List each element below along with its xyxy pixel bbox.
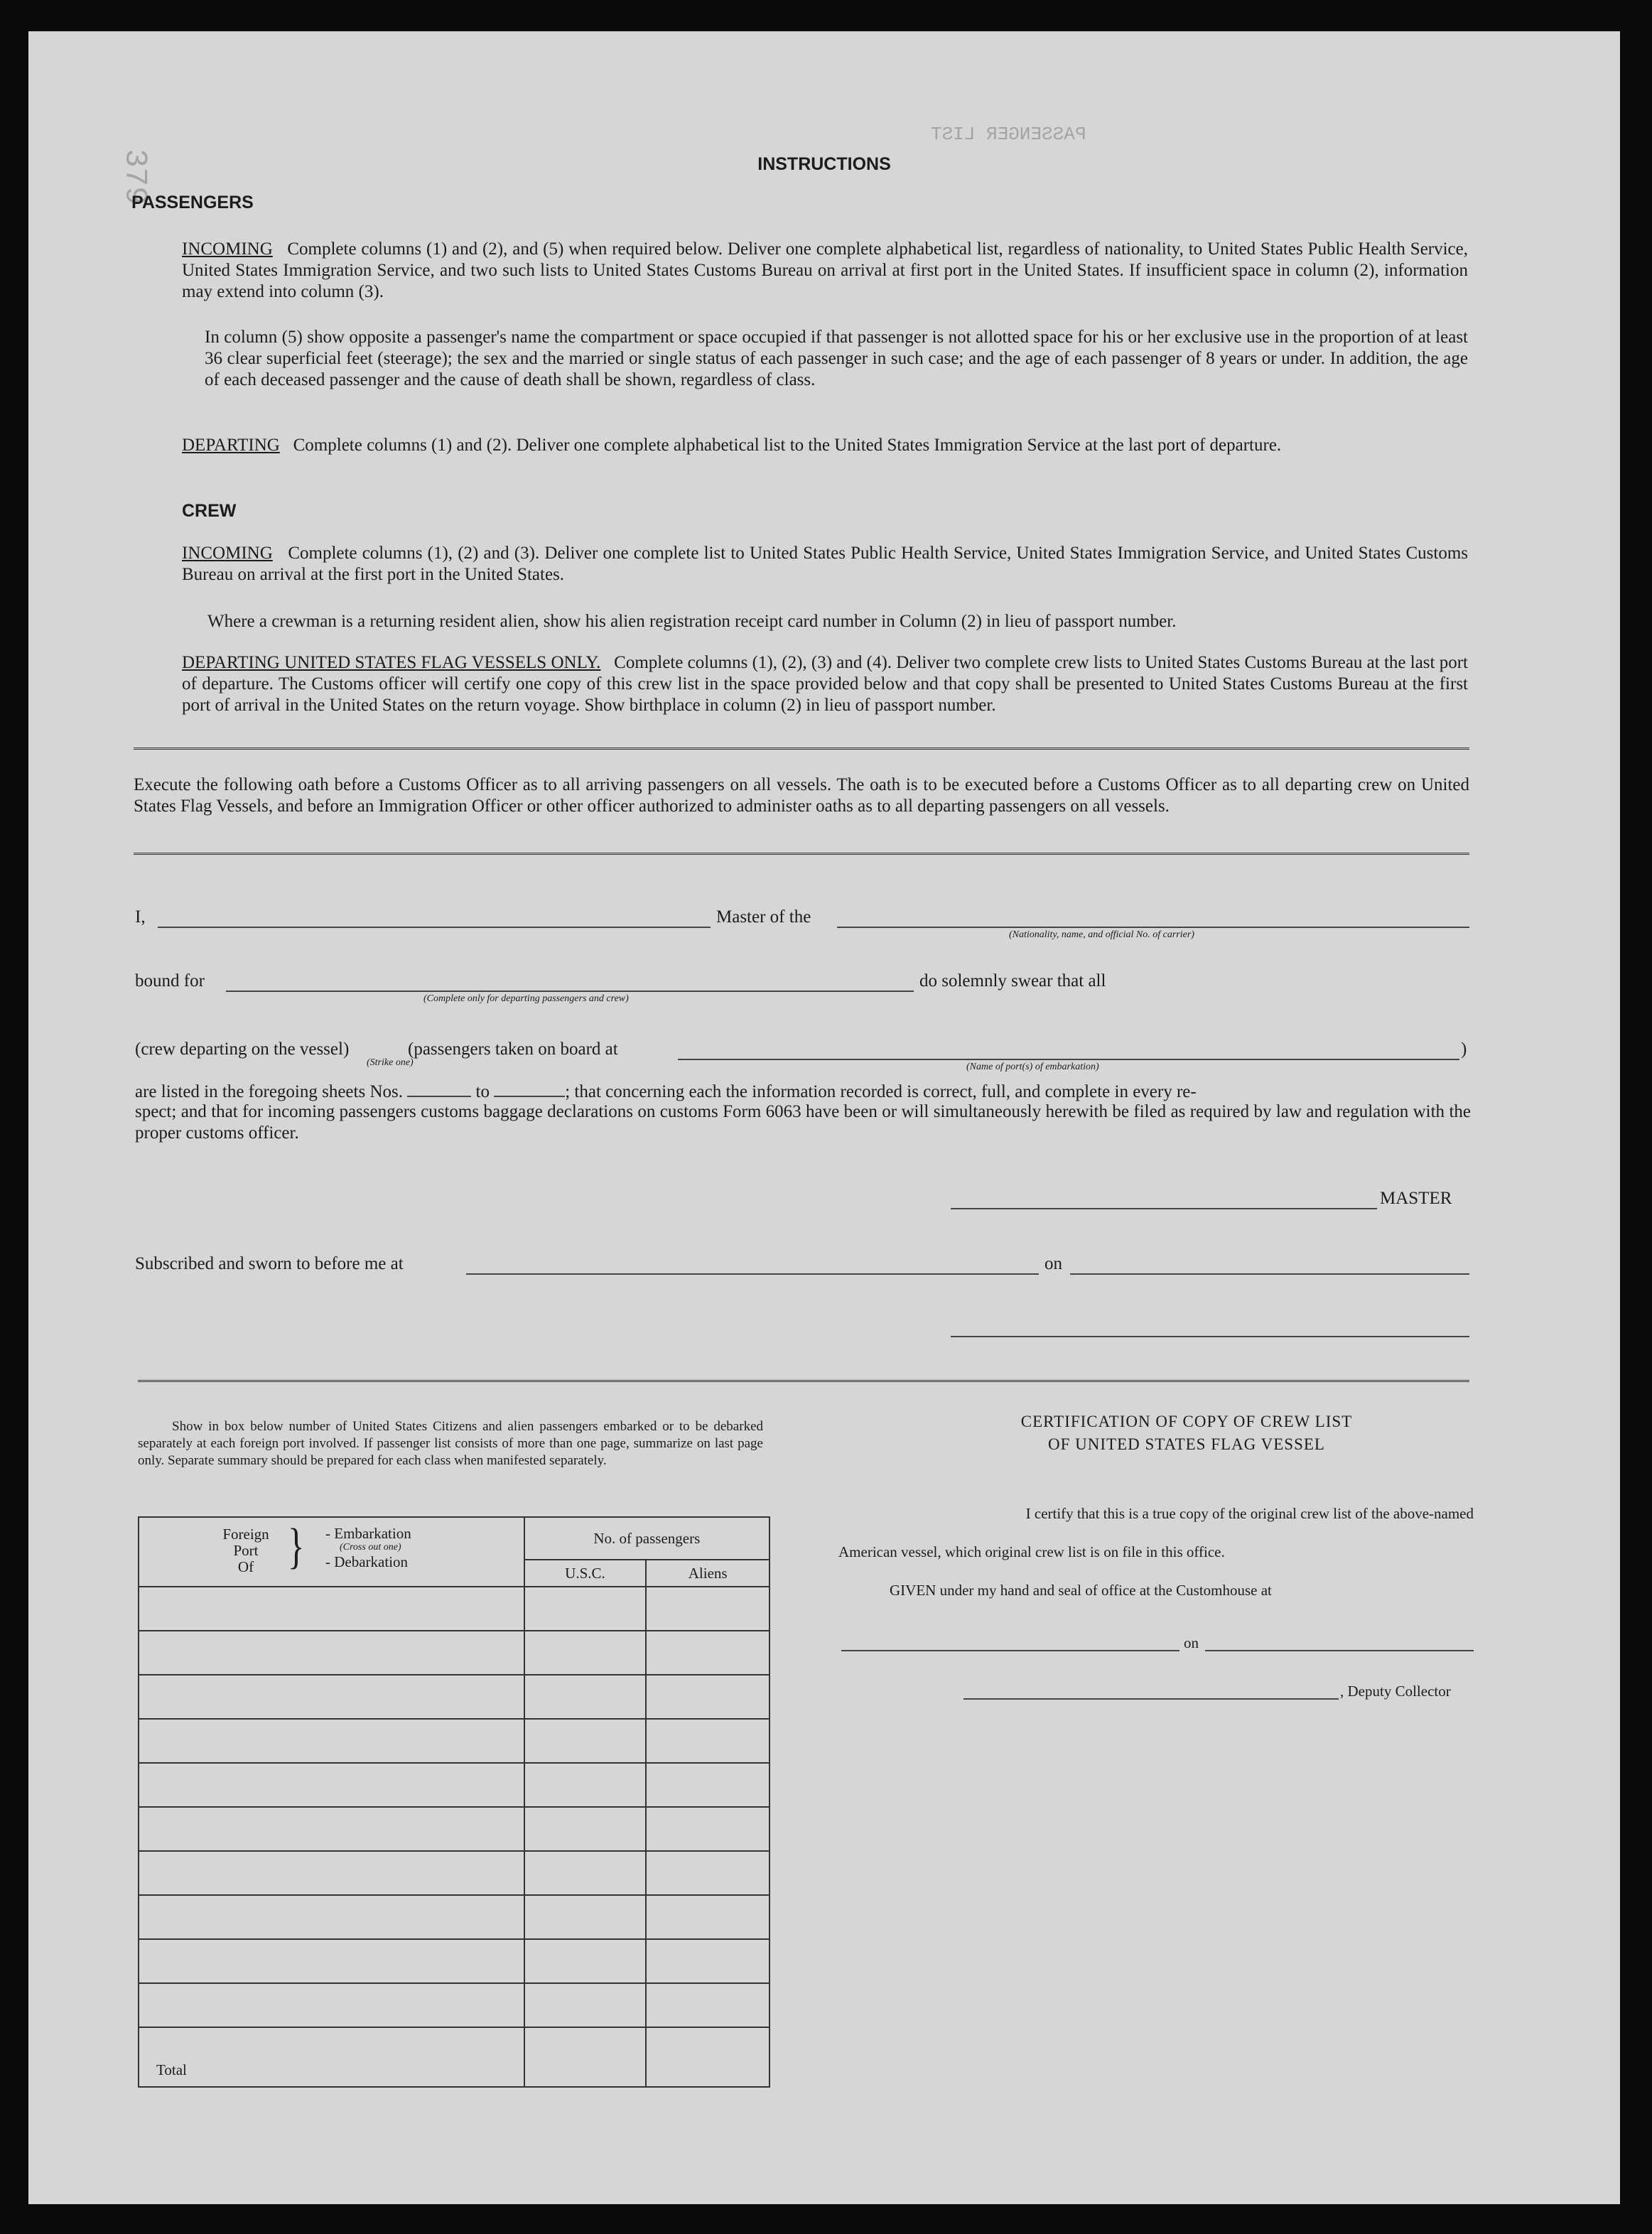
sworn-location-field[interactable] <box>466 1273 1039 1275</box>
foreign-label: Foreign <box>222 1526 269 1543</box>
table-row <box>139 1851 770 1895</box>
table-row <box>139 1631 770 1675</box>
customhouse-field[interactable] <box>841 1650 1179 1651</box>
aliens-cell[interactable] <box>646 1895 770 1939</box>
usc-cell[interactable] <box>524 1587 647 1631</box>
swear-label: do solemnly swear that all <box>919 971 1106 991</box>
usc-cell[interactable] <box>524 1763 647 1807</box>
table-row <box>139 1675 770 1719</box>
passengers-incoming <box>182 239 1468 303</box>
crew-incoming-text: Complete columns (1), (2) and (3). Deliver one complete list to United States Public Health Service, United States Immigration Service, and United States Customs Bureau on arrival at the first port in the United States. <box>182 544 1468 584</box>
aliens-cell[interactable] <box>646 1675 770 1719</box>
crew-incoming-label: INCOMING <box>182 544 273 563</box>
table-row <box>139 1587 770 1631</box>
port-label: Port <box>233 1542 259 1559</box>
table-row <box>139 1807 770 1851</box>
sworn-on-label: on <box>1044 1254 1062 1273</box>
crew-departing-label: DEPARTING UNITED STATES FLAG VESSELS ONLY. <box>182 653 601 672</box>
usc-cell[interactable] <box>524 1807 647 1851</box>
sheet-from-field[interactable] <box>407 1080 471 1097</box>
aliens-cell[interactable] <box>646 1719 770 1763</box>
passengers-departing <box>182 435 1468 456</box>
master-name-field[interactable] <box>158 927 711 928</box>
crew-departing <box>182 652 1468 716</box>
usc-cell[interactable] <box>524 1983 647 2027</box>
document-page <box>28 31 1620 2204</box>
table-row <box>139 1983 770 2027</box>
usc-cell[interactable] <box>524 1675 647 1719</box>
total-label: Total <box>156 2061 187 2078</box>
given-line: GIVEN under my hand and seal of office at the Customhouse at <box>890 1582 1272 1599</box>
usc-header: U.S.C. <box>524 1560 647 1587</box>
total-row <box>139 2027 770 2087</box>
port-cell[interactable] <box>139 1631 524 1675</box>
ports-caption: (Name of port(s) of embarkation) <box>966 1062 1099 1072</box>
listed-text-b: ; that concerning each the information recorded is correct, full, and complete in every re- <box>565 1082 1197 1101</box>
bound-caption: (Complete only for departing passengers and crew) <box>423 993 629 1004</box>
divider-1 <box>134 748 1469 750</box>
divider-3 <box>138 1380 1469 1382</box>
embarkation-ports-field[interactable] <box>678 1059 1459 1060</box>
listed-text-a: are listed in the foregoing sheets Nos. <box>135 1082 403 1101</box>
cert-date-field[interactable] <box>1205 1650 1474 1651</box>
aliens-cell[interactable] <box>646 1939 770 1983</box>
passengers-heading: PASSENGERS <box>131 193 254 212</box>
port-cell[interactable] <box>139 1807 524 1851</box>
port-cell[interactable] <box>139 1675 524 1719</box>
departing-label: DEPARTING <box>182 436 280 455</box>
foreign-port-header <box>139 1517 524 1587</box>
bound-for-label: bound for <box>135 971 205 991</box>
aliens-cell[interactable] <box>646 1807 770 1851</box>
crew-departing-option: (crew departing on the vessel) <box>135 1040 350 1059</box>
port-cell[interactable] <box>139 1983 524 2027</box>
carrier-caption: (Nationality, name, and official No. of carrier) <box>1009 929 1194 940</box>
port-cell[interactable] <box>139 1939 524 1983</box>
port-cell[interactable] <box>139 1895 524 1939</box>
usc-cell[interactable] <box>524 1939 647 1983</box>
listed-to-label: to <box>475 1082 490 1101</box>
aliens-cell[interactable] <box>646 1983 770 2027</box>
crew-heading: CREW <box>182 501 237 521</box>
oath-i-label: I, <box>135 907 146 927</box>
sheet-to-field[interactable] <box>494 1080 565 1097</box>
instructions-title: INSTRUCTIONS <box>757 154 891 174</box>
total-usc-cell[interactable] <box>524 2027 647 2087</box>
port-cell[interactable] <box>139 1851 524 1895</box>
total-aliens-cell[interactable] <box>646 2027 770 2087</box>
incoming-label: INCOMING <box>182 239 273 259</box>
debarkation-label: - Debarkation <box>325 1553 409 1570</box>
port-cell[interactable] <box>139 1763 524 1807</box>
table-row <box>139 1939 770 1983</box>
table-row <box>139 1763 770 1807</box>
bound-for-field[interactable] <box>226 991 914 992</box>
certification-title-2: OF UNITED STATES FLAG VESSEL <box>1048 1435 1325 1453</box>
departing-text: Complete columns (1) and (2). Deliver one complete alphabetical list to the United States Immigration Service at the last port of departure. <box>293 436 1282 455</box>
master-of-label: Master of the <box>716 907 811 927</box>
deputy-signature-field[interactable] <box>963 1698 1339 1700</box>
listed-line-c: spect; and that for incoming passengers customs baggage declarations on customs Form 6063 have been or will simultaneously herewith be filed as required by law and regulation with the proper customs officer. <box>135 1102 1471 1143</box>
cert-on-label: on <box>1184 1634 1199 1651</box>
crew-resident-paragraph: Where a crewman is a returning resident alien, show his alien registration receipt card number in Column (2) in lieu of passport number. <box>207 612 1177 631</box>
usc-cell[interactable] <box>524 1851 647 1895</box>
close-paren: ) <box>1461 1040 1467 1059</box>
port-cell[interactable] <box>139 1719 524 1763</box>
show-through-text: PASSENGER LIST <box>931 124 1086 145</box>
certify-line-b: American vessel, which original crew list is on file in this office. <box>838 1543 1225 1560</box>
table-row <box>139 1895 770 1939</box>
crew-departing-text: Complete columns (1), (2), (3) and (4). Deliver two complete crew lists to United States Customs Bureau at the last port of departure. The Customs officer will certify one copy of this crew list in the space provided below and that copy shall be presented to United States Customs Bureau at the first port of arrival in the United States on the return voyage. Show birthplace in column (2) in lieu of passport number. <box>182 653 1468 715</box>
aliens-cell[interactable] <box>646 1631 770 1675</box>
table-row <box>139 1719 770 1763</box>
carrier-field[interactable] <box>837 927 1469 928</box>
total-label-cell <box>139 2027 524 2087</box>
cross-out-caption: (Cross out one) <box>340 1542 401 1553</box>
sworn-date-field[interactable] <box>1070 1273 1469 1275</box>
summary-instructions: Show in box below number of United States Citizens and alien passengers embarked or to be debarked separately at each foreign port involved. If passenger list consists of more than one page, summarize on last page only. Separate summary should be prepared for each class when manifested separately. <box>138 1419 763 1468</box>
listed-line-a <box>135 1080 1471 1103</box>
aliens-cell[interactable] <box>646 1851 770 1895</box>
officer-signature-field[interactable] <box>951 1336 1469 1337</box>
of-label: Of <box>237 1558 254 1575</box>
summary-table <box>138 1516 770 2078</box>
strike-caption: (Strike one) <box>367 1057 414 1068</box>
usc-cell[interactable] <box>524 1719 647 1763</box>
usc-cell[interactable] <box>524 1895 647 1939</box>
aliens-header: Aliens <box>646 1560 770 1587</box>
incoming-text: Complete columns (1) and (2), and (5) when required below. Deliver one complete alphabetical list, regardless of nationality, to United States Public Health Service, United States Immigration Service, and two such lists to United States Customs Bureau on arrival at first port in the United States. If insufficient space in column (2), information may extend into column (3). <box>182 239 1469 301</box>
deputy-label: , Deputy Collector <box>1340 1683 1451 1700</box>
no-passengers-header: No. of passengers <box>524 1517 770 1560</box>
passengers-taken-option: (passengers taken on board at <box>408 1040 618 1059</box>
port-cell[interactable] <box>139 1587 524 1631</box>
page-number-marginalia: 379 <box>117 149 153 205</box>
brace-icon: } <box>288 1519 305 1574</box>
master-label: MASTER <box>1380 1189 1452 1208</box>
oath-instructions: Execute the following oath before a Customs Officer as to all arriving passengers on all vessels. The oath is to be executed before a Customs Officer as to all departing crew on United States Flag Vessels, and before an Immigration Officer or other officer authorized to administer oaths as to all departing passengers on all vessels. <box>134 775 1469 816</box>
column5-paragraph: In column (5) show opposite a passenger's name the compartment or space occupied if that passenger is not allotted space for his or her exclusive use in the proportion of at least 36 clear superficial feet (steerage); the sex and the married or single status of each passenger in such case; and the age of each passenger of 8 years or under. In addition, the age of each deceased passenger and the cause of death shall be shown, regardless of class. <box>205 328 1468 389</box>
aliens-cell[interactable] <box>646 1763 770 1807</box>
aliens-cell[interactable] <box>646 1587 770 1631</box>
usc-cell[interactable] <box>524 1631 647 1675</box>
certification-title-1: CERTIFICATION OF COPY OF CREW LIST <box>1020 1413 1353 1430</box>
divider-2 <box>134 853 1469 855</box>
certify-line-a: I certify that this is a true copy of the original crew list of the above-named <box>1025 1505 1474 1522</box>
master-signature-field[interactable] <box>951 1208 1377 1209</box>
embarkation-label: - Embarkation <box>325 1525 411 1542</box>
crew-incoming <box>182 543 1468 586</box>
subscribed-label: Subscribed and sworn to before me at <box>135 1254 404 1273</box>
